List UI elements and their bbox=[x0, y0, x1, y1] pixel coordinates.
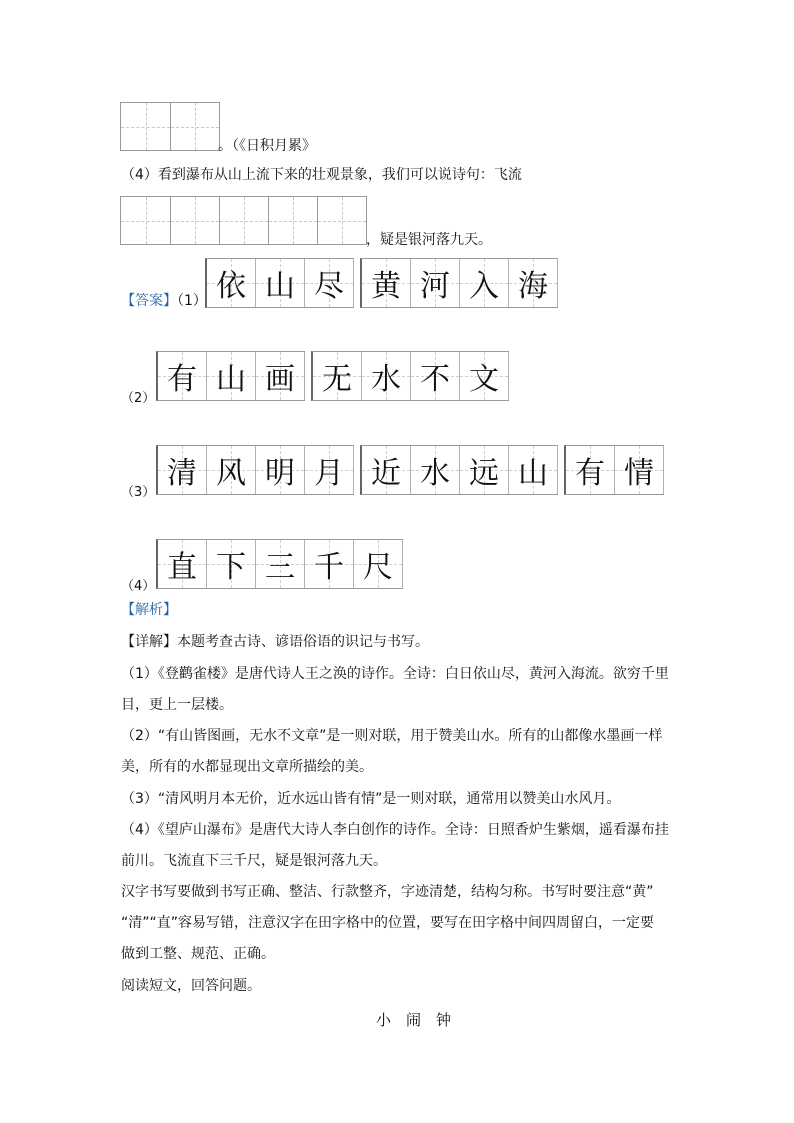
analysis-paragraph: （4）《望庐山瀑布》是唐代大诗人李白创作的诗作。全诗：日照香炉生紫烟，遥看瀑布挂 bbox=[121, 822, 669, 838]
question-line-3: ，疑是银河落九天。 bbox=[366, 232, 492, 248]
answer-grid-group bbox=[156, 539, 403, 589]
answer-char: 水 bbox=[371, 362, 401, 397]
analysis-paragraph: 美，所有的水都显现出文章所描绘的美。 bbox=[121, 759, 373, 775]
answer-grid-cell bbox=[207, 446, 256, 494]
analysis-paragraph: “清”“直”容易写错，注意汉字在田字格中的位置，要写在田字格中间四周留白，一定要 bbox=[121, 915, 655, 931]
answer-grid-cell bbox=[460, 259, 509, 307]
answer-char: 远 bbox=[469, 456, 499, 491]
answer-char: 三 bbox=[265, 550, 295, 585]
answer-char: 有 bbox=[575, 456, 605, 491]
answer-grid-cell bbox=[566, 446, 615, 494]
answer-grid-cell bbox=[158, 540, 207, 588]
analysis-paragraph: 汉字书写要做到书写正确、整洁、行款整齐，字迹清楚，结构匀称。书写时要注意“黄” bbox=[121, 884, 654, 900]
answer-char: 有 bbox=[167, 362, 197, 397]
analysis-paragraph: 阅读短文，回答问题。 bbox=[121, 978, 261, 994]
question-line-1: 。（《日积月累》 bbox=[218, 138, 316, 154]
answer-grid-cell bbox=[411, 352, 460, 400]
answer-grid-cell bbox=[256, 259, 305, 307]
grid-cell[interactable] bbox=[121, 197, 170, 244]
story-title: 小 闹 钟 bbox=[376, 1011, 452, 1029]
answer-char: 近 bbox=[371, 456, 401, 491]
answer-grid-cell bbox=[615, 446, 664, 494]
answer-grid-cell bbox=[313, 352, 362, 400]
answer-char: 画 bbox=[265, 362, 295, 397]
answer-char: 不 bbox=[420, 362, 450, 397]
empty-grid-q4[interactable] bbox=[120, 196, 367, 245]
answer-grid-cell bbox=[460, 446, 509, 494]
answer-char: 尽 bbox=[314, 269, 344, 304]
answer-num-4: （4） bbox=[121, 579, 156, 594]
answer-grid-cell bbox=[207, 540, 256, 588]
answer-grid-cell bbox=[362, 446, 411, 494]
answer-num-3: （3） bbox=[121, 485, 156, 500]
answer-row-4 bbox=[156, 539, 409, 589]
answer-char: 月 bbox=[314, 456, 344, 491]
analysis-paragraph: （2）“有山皆图画，无水不文章”是一则对联，用于赞美山水。所有的山都像水墨画一样 bbox=[121, 728, 663, 744]
answer-grid-cell bbox=[256, 446, 305, 494]
answer-char: 依 bbox=[216, 269, 246, 304]
answer-num-2: （2） bbox=[121, 391, 156, 406]
answer-grid-cell bbox=[256, 540, 305, 588]
answer-grid-cell bbox=[207, 259, 256, 307]
grid-cell[interactable] bbox=[317, 197, 366, 244]
analysis-paragraph: （3）“清风明月本无价，近水远山皆有情”是一则对联，通常用以赞美山水风月。 bbox=[121, 791, 621, 807]
answer-grid-group bbox=[360, 258, 558, 308]
grid-cell[interactable] bbox=[121, 103, 170, 150]
answer-grid-cell bbox=[362, 259, 411, 307]
answer-row-2 bbox=[156, 351, 515, 401]
answer-label: 【答案】 bbox=[121, 293, 177, 309]
answer-label-line bbox=[121, 291, 207, 311]
analysis-paragraph: 做到工整、规范、正确。 bbox=[121, 946, 275, 962]
question-line-2: （4）看到瀑布从山上流下来的壮观景象，我们可以说诗句：飞流 bbox=[121, 167, 522, 183]
answer-grid-cell bbox=[207, 352, 256, 400]
answer-char: 河 bbox=[420, 269, 450, 304]
answer-char: 海 bbox=[518, 269, 548, 304]
answer-grid-group bbox=[156, 445, 354, 495]
analysis-paragraph: 目，更上一层楼。 bbox=[121, 697, 233, 713]
grid-cell[interactable] bbox=[170, 197, 219, 244]
empty-grid-q3[interactable] bbox=[120, 102, 220, 151]
answer-grid-cell bbox=[411, 446, 460, 494]
answer-grid-cell bbox=[509, 446, 558, 494]
answer-row-1 bbox=[205, 258, 564, 308]
answer-char: 山 bbox=[265, 269, 295, 304]
answer-char: 入 bbox=[469, 269, 499, 304]
answer-row-3 bbox=[156, 445, 670, 495]
answer-char: 水 bbox=[420, 456, 450, 491]
answer-grid-cell bbox=[158, 352, 207, 400]
answer-char: 无 bbox=[322, 362, 352, 397]
detail-label: 【详解】 bbox=[121, 634, 177, 650]
answer-char: 情 bbox=[624, 456, 654, 491]
answer-char: 黄 bbox=[371, 269, 401, 304]
detail-intro: 本题考查古诗、谚语俗语的识记与书写。 bbox=[177, 634, 429, 650]
answer-char: 山 bbox=[518, 456, 548, 491]
answer-grid-cell bbox=[305, 446, 354, 494]
answer-char: 千 bbox=[314, 550, 344, 585]
analysis-paragraph: （1）《登鹳雀楼》是唐代诗人王之涣的诗作。全诗：白日依山尽，黄河入海流。欲穷千里 bbox=[121, 666, 669, 682]
answer-grid-cell bbox=[362, 352, 411, 400]
grid-cell[interactable] bbox=[219, 197, 268, 244]
grid-cell[interactable] bbox=[268, 197, 317, 244]
answer-grid-cell bbox=[354, 540, 403, 588]
answer-char: 文 bbox=[469, 362, 499, 397]
answer-char: 直 bbox=[167, 550, 197, 585]
detail-line bbox=[121, 632, 429, 652]
answer-char: 山 bbox=[216, 362, 246, 397]
answer-num-1: （1） bbox=[177, 293, 207, 309]
answer-grid-cell bbox=[158, 446, 207, 494]
answer-grid-cell bbox=[256, 352, 305, 400]
answer-char: 清 bbox=[167, 456, 197, 491]
answer-grid-group bbox=[360, 445, 558, 495]
answer-grid-cell bbox=[460, 352, 509, 400]
answer-grid-cell bbox=[305, 259, 354, 307]
answer-char: 下 bbox=[216, 550, 246, 585]
answer-char: 尺 bbox=[363, 550, 393, 585]
answer-grid-group bbox=[156, 351, 305, 401]
answer-grid-cell bbox=[305, 540, 354, 588]
answer-char: 明 bbox=[265, 456, 295, 491]
answer-grid-group bbox=[311, 351, 509, 401]
answer-char: 风 bbox=[216, 456, 246, 491]
analysis-paragraph: 前川。飞流直下三千尺，疑是银河落九天。 bbox=[121, 853, 387, 869]
grid-cell[interactable] bbox=[170, 103, 219, 150]
analysis-label: 【解析】 bbox=[121, 602, 177, 618]
answer-grid-group bbox=[564, 445, 664, 495]
answer-grid-cell bbox=[509, 259, 558, 307]
answer-grid-cell bbox=[411, 259, 460, 307]
answer-grid-group bbox=[205, 258, 354, 308]
